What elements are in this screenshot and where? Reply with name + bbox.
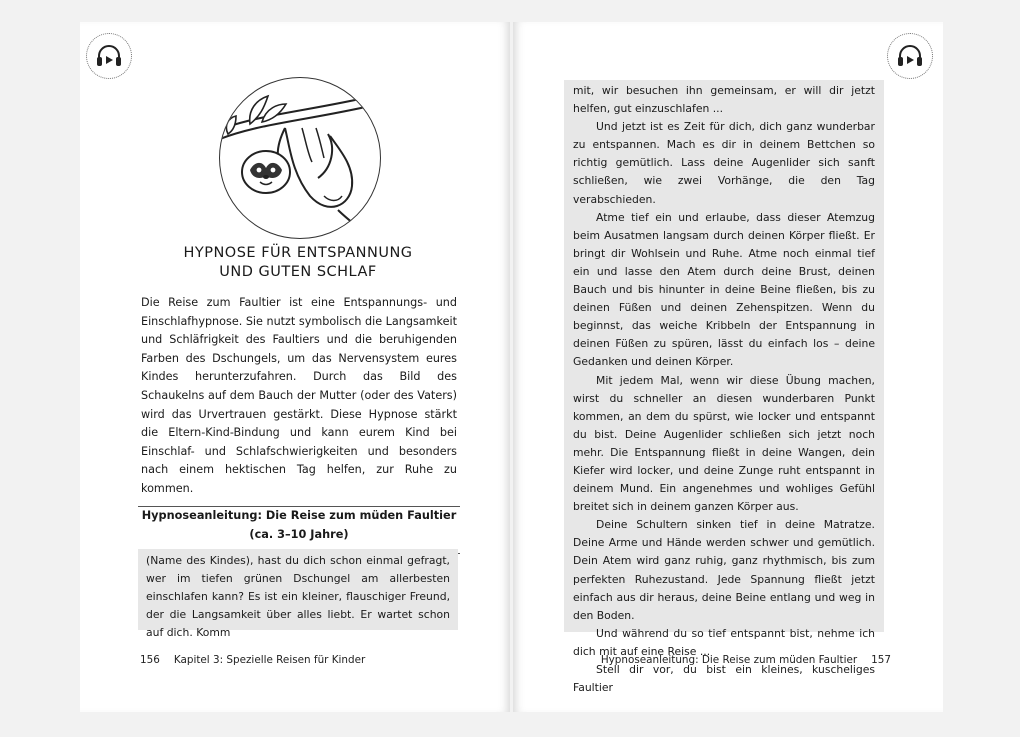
- box-title: [140, 506, 458, 544]
- left-page: [80, 22, 510, 712]
- book-spread: [80, 22, 943, 712]
- section-title: [140, 244, 456, 282]
- box-paragraph: (Name des Kindes), hast du dich schon einmal gefragt, wer im tiefen grünen Dschungel am allerbesten einschlafen kann? Es ist ein kleiner, flauschiger Freund, der die Langsamkeit über alles liebt. Er wartet schon auf dich. Komm: [146, 554, 450, 640]
- box-paragraph: Stell dir vor, du bist ein kleines, kuscheliges Faultier: [573, 663, 875, 695]
- sloth-illustration: [219, 77, 381, 239]
- right-page: [513, 22, 943, 712]
- box-paragraph: mit, wir besuchen ihn gemeinsam, er will dir jetzt helfen, gut einzuschlafen ...: [573, 84, 875, 116]
- box-paragraph: Und während du so tief entspannt bist, nehme ich dich mit auf eine Reise ...: [573, 626, 875, 658]
- headphones-play-icon[interactable]: [86, 33, 132, 79]
- running-head: Kapitel 3: Spezielle Reisen für Kinder: [173, 654, 366, 666]
- box-text: [146, 552, 450, 642]
- box-paragraph: Und jetzt ist es Zeit für dich, dich ganz wunderbar zu entspannen. Mach es dir in deinem Bettchen so richtig gemütlich. Lass deine Augenlider sich sanft schließen, wie zwei Vorhänge, die den Tag verabschieden.: [573, 120, 875, 206]
- left-footer: [140, 654, 365, 666]
- box-paragraph: Deine Schultern sinken tief in deine Matratze. Deine Arme und Hände werden schwer und gemütlich. Dein Atem wird ganz ruhig, ganz rhythmisch, bis zum perfekten Ruhezustand. Jede Spannung fließt jetzt einfach aus dir heraus, deine Beine entlang und weg in den Boden.: [573, 518, 875, 622]
- section-title-line1: HYPNOSE FÜR ENTSPANNUNG: [183, 245, 413, 261]
- intro-paragraph: Die Reise zum Faultier ist eine Entspannungs- und Einschlafhypnose. Sie nutzt symbolisch die Langsamkeit und Schläfrigkeit des Faultiers und die beruhigenden Farben des Dschungels, um das Nervensystem eures Kindes herunterzufahren. Durch das Bild des Schaukelns auf dem Bauch der Mutter (oder des Vaters) wird das Urvertrauen gestärkt. Diese Hypnose stärkt die Eltern-Kind-Bindung und kann eurem Kind bei Einschlaf- und Schlafschwierigkeiten und besonders nach einem hektischen Tag helfen, zur Ruhe zu kommen.: [141, 296, 457, 495]
- right-footer: [601, 654, 891, 666]
- page-number: 156: [140, 654, 160, 666]
- box-title-line2: (ca. 3–10 Jahre): [249, 528, 349, 541]
- box-paragraph: Atme tief ein und erlaube, dass dieser Atemzug beim Ausatmen langsam durch deinen Körper fließt. Er bringt dir Wohlsein und Ruhe. Atme noch einmal tief ein und lasse den Atem durch deine Brust, deinen Bauch und bis hinunter in deine Beine fließen, bis zu deinen Füßen und deinen Zehenspitzen. Wenn du beginnst, das weiche Kribbeln der Entspannung in deinen Füßen zu spüren, lässt du einfach los – deine Gedanken und deinen Körper.: [573, 210, 875, 369]
- box-paragraph: Mit jedem Mal, wenn wir diese Übung machen, wirst du schneller an diesen wunderbaren Punkt kommen, an dem du spürst, wie locker und entspannt du bist. Deine Augenlider schließen sich jetzt noch mehr. Die Entspannung fließt in deine Wangen, dein Kiefer wird locker, und deine Zunge ruht entspannt in deinem Mund. Ein angenehmes und wohliges Gefühl breitet sich in deinem ganzen Körper aus.: [573, 373, 875, 514]
- box-title-line1: Hypnoseanleitung: Die Reise zum müden Faultier: [141, 509, 457, 522]
- section-title-line2: UND GUTEN SCHLAF: [219, 264, 377, 280]
- running-head: Hypnoseanleitung: Die Reise zum müden Faultier: [600, 654, 858, 666]
- box-text: [573, 82, 875, 697]
- page-number: 157: [871, 654, 891, 666]
- headphones-play-icon[interactable]: [887, 33, 933, 79]
